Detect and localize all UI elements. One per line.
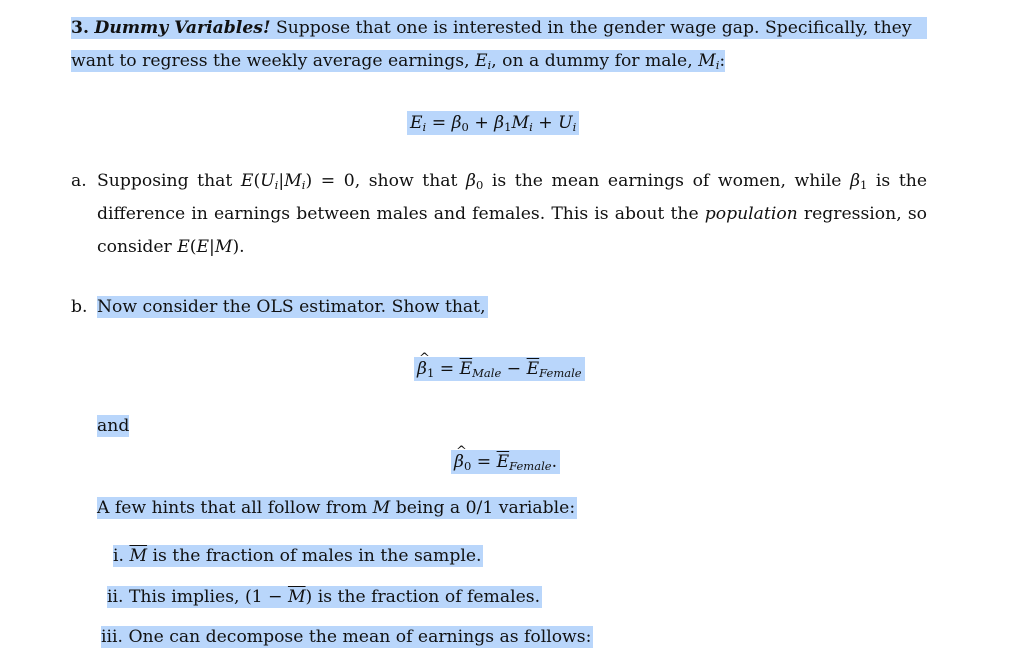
problem-number: 3. (71, 18, 89, 38)
part-b-label: b. (71, 297, 88, 317)
problem-intro-line-1 (71, 17, 927, 39)
math-beta-1: β (850, 171, 861, 191)
math-M-bar: $\overline{M}$ (129, 546, 148, 566)
math-E-given-M: E (177, 237, 190, 257)
problem-intro-text-1: Suppose that one is interested in the gender wage gap. Specifically, they (275, 18, 912, 38)
and-word: and (97, 416, 130, 436)
main-equation: $E_i = \beta_0 + \beta_1M_i + U_i$ (407, 111, 579, 135)
problem-title: Dummy Variables! (94, 18, 271, 38)
hint-item-2: ii. This implies, $(1 - \overline{M})$ is the fraction of females. (107, 587, 541, 607)
beta1-hat-equation: ^ $\beta_1 = \overline{E}_{Male} - \overline{E}_{Female}$ (414, 357, 585, 381)
math-M-i: $M_i$ (698, 51, 720, 72)
beta0-hat-equation: ^ $\beta_0 = \overline{E}_{Female}$. (451, 450, 560, 474)
hint-item-1: i. $\overline{M}$ is the fraction of males in the sample. (113, 546, 482, 566)
math-expectation-condition: E (240, 171, 254, 191)
math-beta-0: β (466, 171, 476, 191)
hint-label: ii. (107, 587, 124, 607)
problem-intro-line-2: want to regress the weekly average earnings, $E_i$, on a dummy for male, $M_i$: (71, 51, 726, 72)
part-a-line-3: consider E(E|M). (97, 237, 245, 257)
hint-item-3: iii. One can decompose the mean of earnings as follows: (101, 627, 592, 647)
math-M: M (372, 498, 391, 518)
emphasis-population: population (704, 204, 798, 224)
hint-label: iii. (101, 627, 123, 647)
hint-label: i. (113, 546, 124, 566)
part-a-line-2: difference in earnings between males and females. This is about the population regression, so (97, 204, 927, 224)
part-b-line-1: Now consider the OLS estimator. Show that, (97, 297, 486, 317)
part-a-label: a. (71, 171, 87, 191)
hints-intro: A few hints that all follow from M being a 0/1 variable: (97, 498, 576, 518)
math-E-i: $E_i$ (475, 51, 492, 72)
part-a-line-1: Supposing that $E(U_i|M_i) = 0$, show that $\beta_0$ is the mean earnings of women, while $\beta_1$ is the (97, 171, 927, 192)
math-M-bar: $\overline{M}$ (287, 587, 306, 607)
